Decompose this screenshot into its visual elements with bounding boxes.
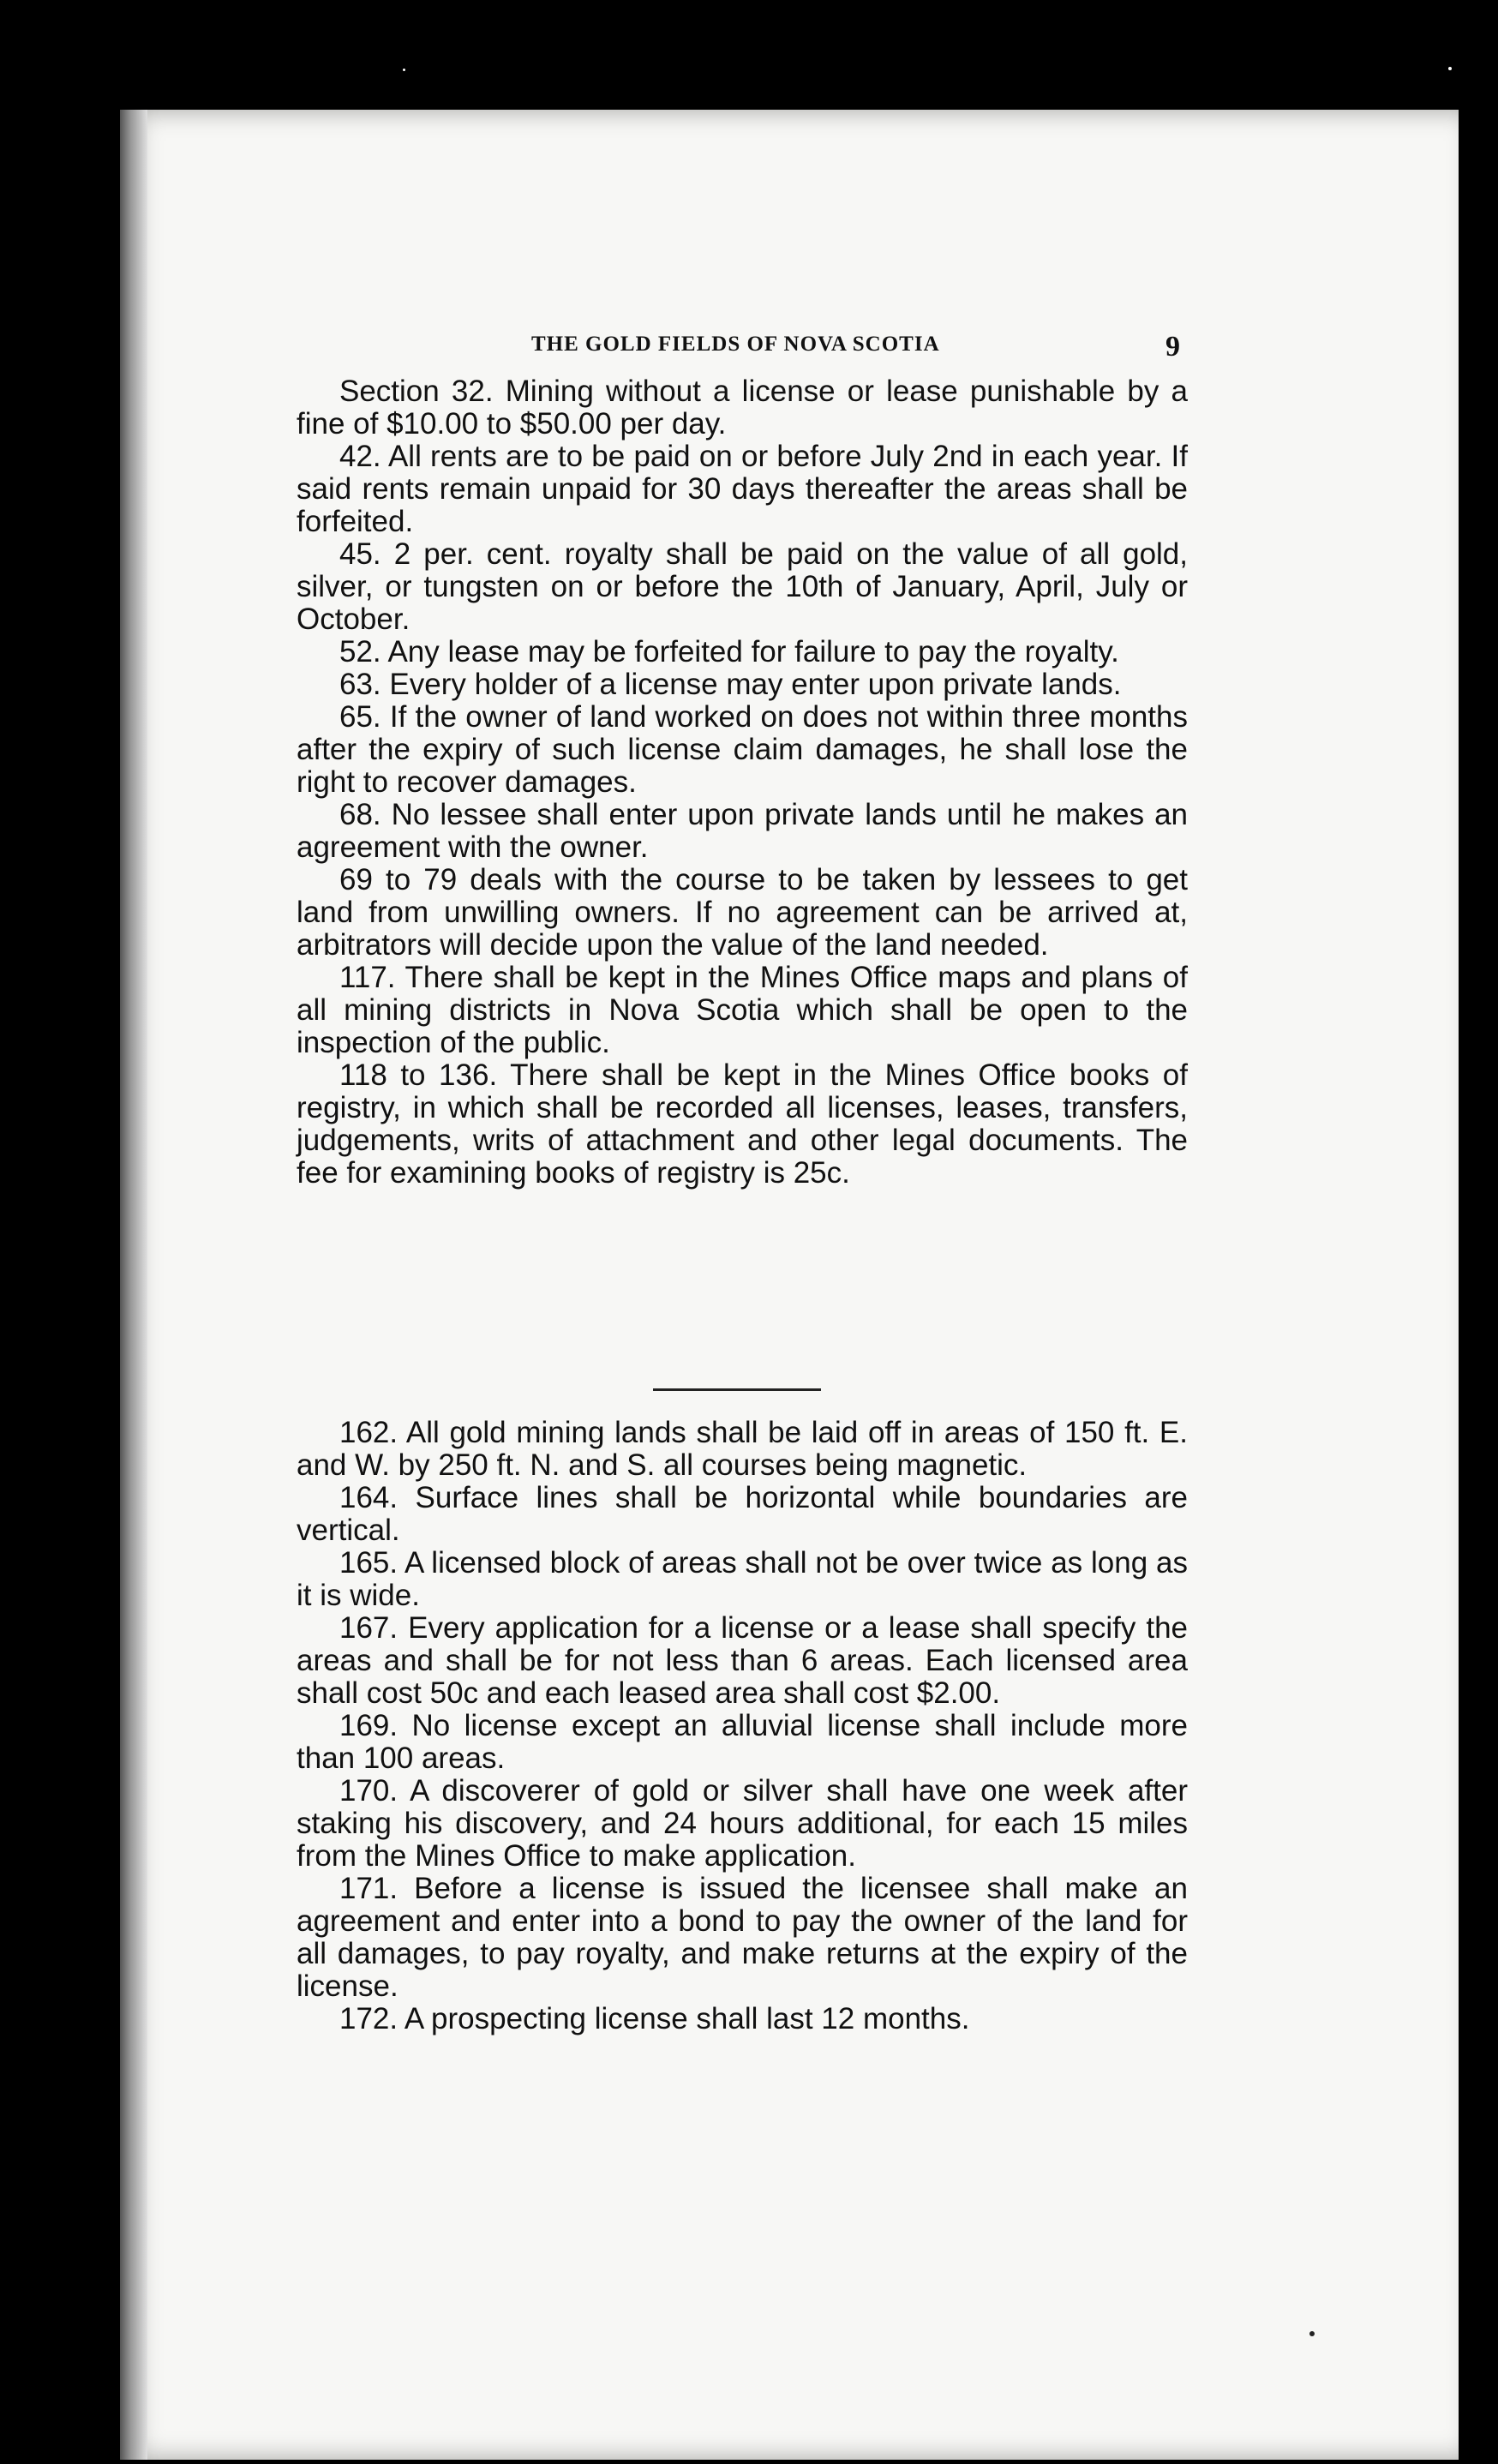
section-69-79: 69 to 79 deals with the course to be taken by lessees to get land from unwilling owners. If no agreement can be arrived at, arbitrators will decide upon the value of the land needed. — [297, 863, 1188, 962]
section-172: 172. A prospecting license shall last 12 months. — [339, 2002, 970, 2035]
section-169: 169. No license except an alluvial license shall include more than 100 areas. — [297, 1709, 1188, 1775]
sections-part-1 — [297, 375, 1188, 1190]
section-68: 68. No lessee shall enter upon private lands until he makes an agreement with the owner. — [297, 798, 1188, 864]
section-118-136: 118 to 136. There shall be kept in the Mines Office books of registry, in which shall be recorded all licenses, leases, transfers, judgements, writs of attachment and other legal documents. The fee for examining books of registry is 25c. — [297, 1058, 1188, 1190]
section-63: 63. Every holder of a license may enter upon private lands. — [339, 668, 1122, 701]
section-32: Section 32. Mining without a license or lease punishable by a fine of $10.00 to $50.00 per day. — [297, 375, 1188, 441]
scan-speck — [403, 69, 405, 71]
scan-speck — [1309, 2331, 1315, 2336]
section-162: 162. All gold mining lands shall be laid off in areas of 150 ft. E. and W. by 250 ft. N. and S. all courses being magnetic. — [297, 1416, 1188, 1482]
section-167: 167. Every application for a license or a lease shall specify the areas and shall be for not less than 6 areas. Each licensed area shall cost 50c and each leased area shall cost $2.00. — [297, 1611, 1188, 1710]
section-42: 42. All rents are to be paid on or before July 2nd in each year. If said rents remain unpaid for 30 days thereafter the areas shall be forfeited. — [297, 440, 1188, 538]
section-65: 65. If the owner of land worked on does not within three months after the expiry of such license claim damages, he shall lose the right to recover damages. — [297, 700, 1188, 799]
section-divider — [653, 1388, 821, 1391]
scan-speck — [1448, 67, 1452, 70]
section-52: 52. Any lease may be forfeited for failure to pay the royalty. — [339, 635, 1119, 668]
section-164: 164. Surface lines shall be horizontal while boundaries are vertical. — [297, 1481, 1188, 1547]
section-45: 45. 2 per. cent. royalty shall be paid on the value of all gold, silver, or tungsten on or before the 10th of January, April, July or October. — [297, 537, 1188, 636]
page-binding-edge — [120, 110, 147, 2460]
section-171: 171. Before a license is issued the licensee shall make an agreement and enter into a bond to pay the owner of the land for all damages, to pay royalty, and make returns at the expiry of the license. — [297, 1872, 1188, 2003]
running-header: THE GOLD FIELDS OF NOVA SCOTIA — [531, 333, 940, 356]
page-number: 9 — [1165, 331, 1180, 363]
sections-part-2 — [297, 1417, 1188, 2035]
section-170: 170. A discoverer of gold or silver shall have one week after staking his discovery, and 24 hours additional, for each 15 miles from the Mines Office to make application. — [297, 1774, 1188, 1873]
section-117: 117. There shall be kept in the Mines Office maps and plans of all mining districts in Nova Scotia which shall be open to the inspection of the public. — [297, 961, 1188, 1059]
section-165: 165. A licensed block of areas shall not be over twice as long as it is wide. — [297, 1546, 1188, 1612]
